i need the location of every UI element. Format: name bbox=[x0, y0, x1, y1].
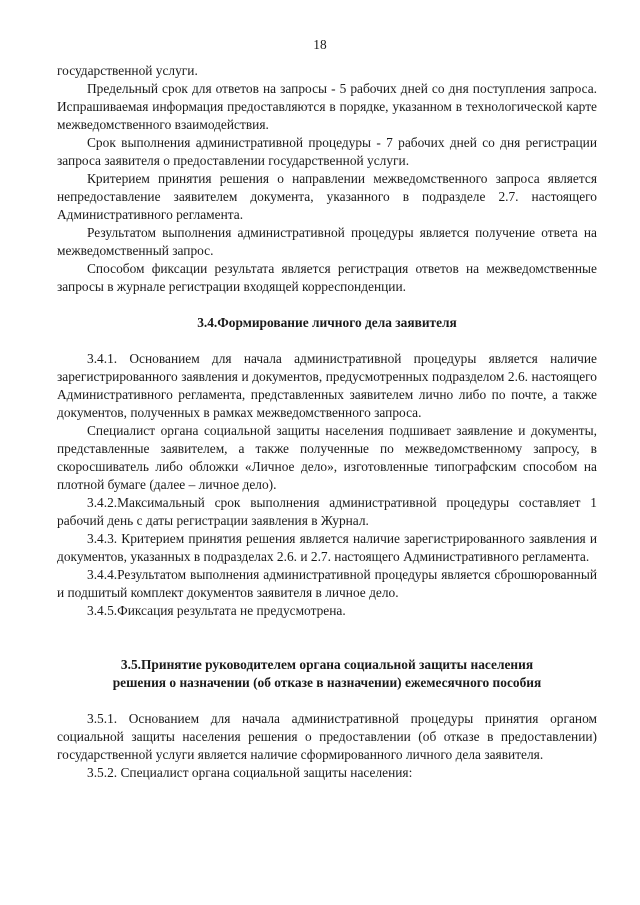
paragraph-3-4-1: 3.4.1. Основанием для начала административной процедуры является наличие зарегистрированного заявления и документов, предусмотренных подразделом 2.6. настоящего Административного регламента, представленных заявителем лично либо по почте, а также документов, полученных в рамках межведомственного запроса. bbox=[57, 351, 597, 420]
paragraph-3-4-2: 3.4.2.Максимальный срок выполнения административной процедуры составляет 1 рабочий день с даты регистрации заявления в Журнал. bbox=[57, 495, 597, 528]
paragraph-procedure-result: Результатом выполнения административной процедуры является получение ответа на межведомственный запрос. bbox=[57, 225, 597, 258]
paragraph-decision-criterion: Критерием принятия решения о направлении межведомственного запроса является непредоставление заявителем документа, указанного в подразделе 2.7. настоящего Административного регламента. bbox=[57, 171, 597, 222]
section-heading-3-5-line1: 3.5.Принятие руководителем органа социальной защиты населения bbox=[120, 657, 534, 672]
paragraph-3-4-5: 3.4.5.Фиксация результата не предусмотрена. bbox=[87, 603, 346, 618]
paragraph-response-deadline: Предельный срок для ответов на запросы - 5 рабочих дней со дня поступления запроса. Испрашиваемая информация предоставляются в порядке, указанном в технологической карте межведомственного взаимодействия. bbox=[57, 81, 597, 132]
paragraph-continuation: государственной услуги. bbox=[57, 63, 198, 78]
document-body bbox=[57, 62, 597, 782]
section-heading-3-4: 3.4.Формирование личного дела заявителя bbox=[197, 315, 457, 330]
page-number: 18 bbox=[313, 37, 327, 52]
paragraph-3-4-1-specialist: Специалист органа социальной защиты населения подшивает заявление и документы, представленные заявителем, а также полученные по межведомственному запросу, в скоросшиватель либо обложки «Личное дело», изготовленные типографским способом на плотной бумаге (далее – личное дело). bbox=[57, 423, 597, 492]
paragraph-3-4-4: 3.4.4.Результатом выполнения административной процедуры является сброшюрованный и подшитый комплект документов заявителя в личное дело. bbox=[57, 567, 597, 600]
section-heading-3-5-line2: решения о назначении (об отказе в назначении) ежемесячного пособия bbox=[112, 675, 542, 690]
paragraph-3-5-2: 3.5.2. Специалист органа социальной защиты населения: bbox=[87, 765, 413, 780]
paragraph-3-4-3: 3.4.3. Критерием принятия решения является наличие зарегистрированного заявления и документов, указанных в подразделах 2.6. и 2.7. настоящего Административного регламента. bbox=[57, 531, 597, 564]
paragraph-3-5-1: 3.5.1. Основанием для начала административной процедуры принятия органом социальной защиты населения решения о предоставлении (об отказе в предоставлении) государственной услуги является наличие сформированного личного дела заявителя. bbox=[57, 711, 597, 762]
paragraph-result-fixation: Способом фиксации результата является регистрация ответов на межведомственные запросы в журнале регистрации входящей корреспонденции. bbox=[57, 261, 597, 294]
paragraph-procedure-term: Срок выполнения административной процедуры - 7 рабочих дней со дня регистрации запроса заявителя о предоставлении государственной услуги. bbox=[57, 135, 597, 168]
